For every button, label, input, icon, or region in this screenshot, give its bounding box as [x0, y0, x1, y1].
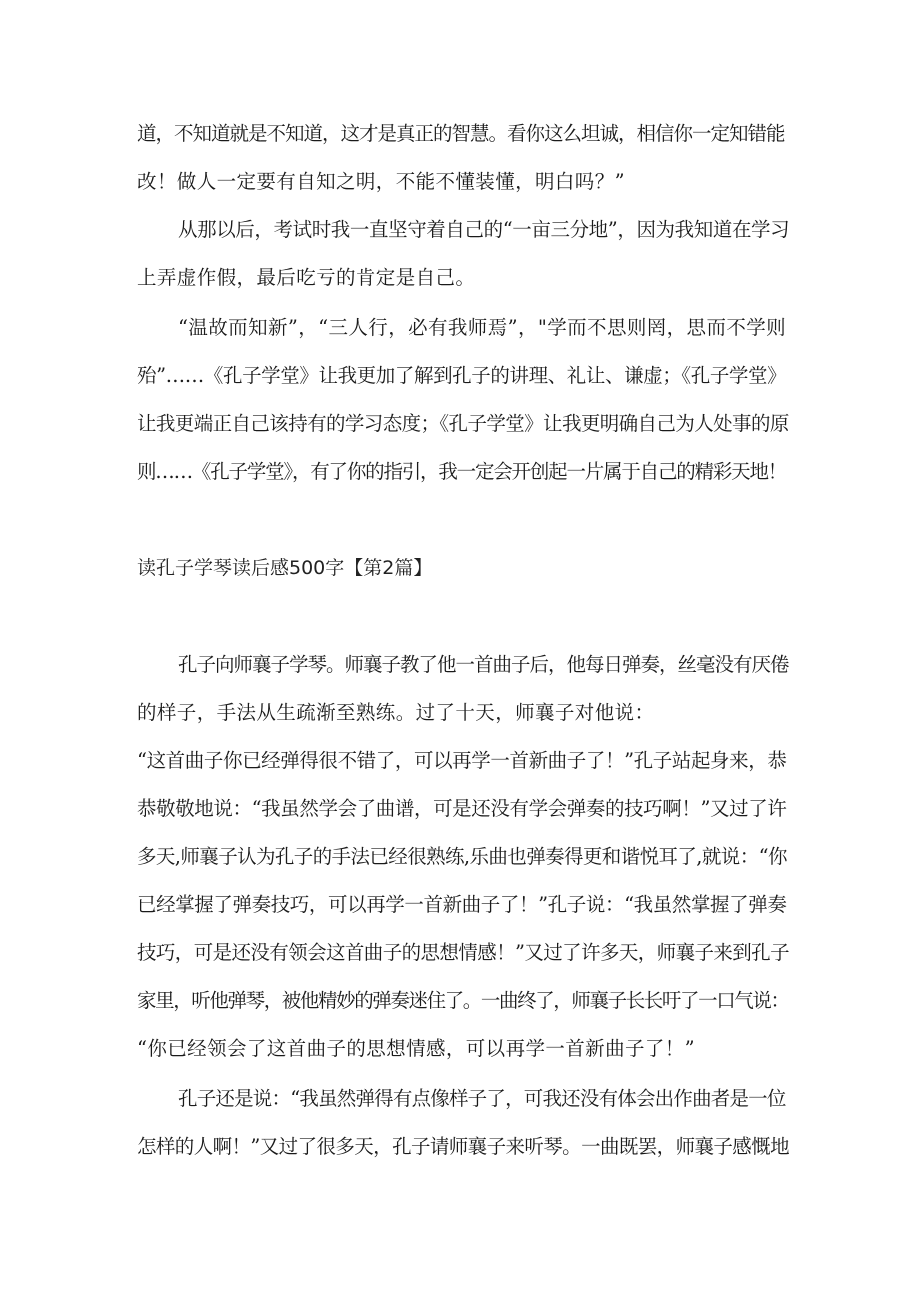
text-line: 多天,师襄子认为孔子的手法已经很熟练,乐曲也弹奏得更和谐悦耳了,就说：“你: [137, 845, 787, 868]
text-line: 的样子，手法从生疏渐至熟练。过了十天，师襄子对他说：: [137, 701, 655, 724]
text-line: 从那以后，考试时我一直坚守着自己的“一亩三分地”，因为我知道在学习: [178, 218, 790, 241]
text-line: 上弄虚作假，最后吃亏的肯定是自己。: [137, 266, 476, 289]
text-line: 恭敬敬地说：“我虽然学会了曲谱，可是还没有学会弹奏的技巧啊！”又过了许: [137, 797, 787, 820]
text-line: “温故而知新”，“三人行，必有我师焉”，"学而不思则罔，思而不学则: [178, 316, 787, 339]
text-line: 让我更端正自己该持有的学习态度；《孔子学堂》让我更明确自己为人处事的原: [137, 412, 789, 435]
text-line: 则……《孔子学堂》，有了你的指引，我一定会开创起一片属于自己的精彩天地！: [137, 460, 787, 483]
section-heading: 读孔子学琴读后感500字【第2篇】: [137, 557, 433, 579]
text-line: 家里，听他弹琴，被他精妙的弹奏迷住了。一曲终了，师襄子长长吁了一口气说：: [137, 989, 789, 1012]
text-line: 孔子向师襄子学琴。师襄子教了他一首曲子后，他每日弹奏，丝毫没有厌倦: [178, 653, 789, 676]
text-line: 怎样的人啊！”又过了很多天，孔子请师襄子来听琴。一曲既罢，师襄子感慨地: [137, 1135, 789, 1158]
text-line: 殆”……《孔子学堂》让我更加了解到孔子的讲理、礼让、谦虚；《孔子学堂》: [137, 364, 787, 387]
text-line: 技巧，可是还没有领会这首曲子的思想情感！”又过了许多天，师襄子来到孔子: [137, 941, 789, 964]
text-line: 道，不知道就是不知道，这才是真正的智慧。看你这么坦诚，相信你一定知错能: [137, 122, 785, 145]
text-line: 孔子还是说：“我虽然弹得有点像样子了，可我还没有体会出作曲者是一位: [178, 1087, 786, 1110]
text-line: “你已经领会了这首曲子的思想情感，可以再学一首新曲子了！”: [137, 1037, 696, 1060]
text-line: 改！做人一定要有自知之明，不能不懂装懂，明白吗？”: [137, 170, 625, 193]
text-line: “这首曲子你已经弹得很不错了，可以再学一首新曲子了！”孔子站起身来，恭: [137, 749, 787, 772]
text-line: 已经掌握了弹奏技巧，可以再学一首新曲子了！”孔子说：“我虽然掌握了弹奏: [137, 893, 787, 916]
